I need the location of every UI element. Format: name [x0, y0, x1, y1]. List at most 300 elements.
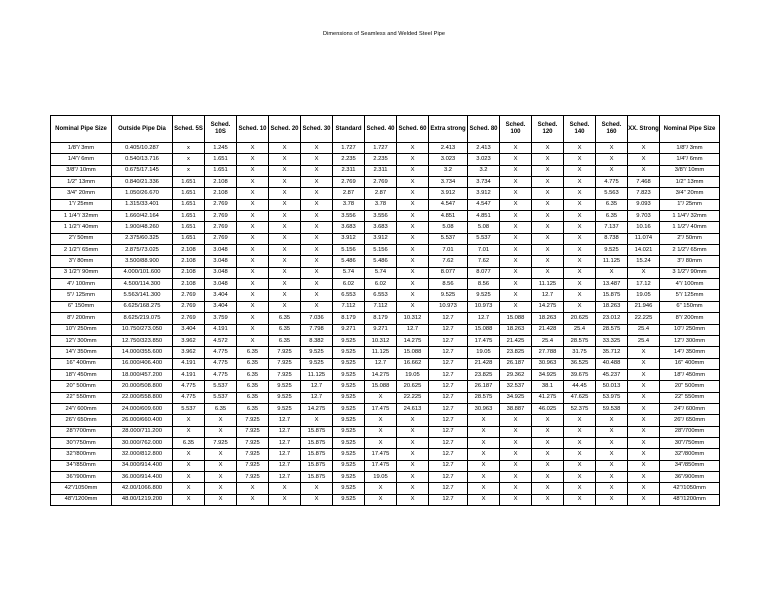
table-cell: 19.05: [468, 347, 500, 358]
table-cell: 36.525: [564, 358, 596, 369]
table-cell: X: [237, 177, 269, 188]
table-cell: 1 1/2"/ 40mm: [660, 222, 720, 233]
table-cell: 10"/ 250mm: [51, 324, 112, 335]
table-cell: X: [237, 290, 269, 301]
table-cell: 21.428: [532, 324, 564, 335]
table-cell: 7.925: [269, 369, 301, 380]
table-cell: X: [532, 143, 564, 154]
table-cell: 15.088: [500, 313, 532, 324]
table-cell: 3.683: [365, 222, 397, 233]
table-cell: 17.475: [365, 403, 397, 414]
table-cell: 3.500/88.900: [112, 256, 173, 267]
table-cell: X: [365, 437, 397, 448]
table-cell: X: [628, 449, 660, 460]
table-cell: X: [269, 188, 301, 199]
table-cell: 10.750/273.050: [112, 324, 173, 335]
table-cell: X: [628, 358, 660, 369]
table-cell: X: [628, 403, 660, 414]
table-cell: 14.275: [301, 403, 333, 414]
table-cell: 3.734: [429, 177, 468, 188]
table-cell: X: [269, 279, 301, 290]
table-cell: 3.048: [205, 267, 237, 278]
table-cell: X: [205, 460, 237, 471]
table-cell: X: [532, 267, 564, 278]
table-cell: 28.575: [564, 335, 596, 346]
table-cell: 24.613: [397, 403, 429, 414]
table-cell: X: [564, 290, 596, 301]
table-cell: 3.404: [205, 290, 237, 301]
table-cell: 46.025: [532, 403, 564, 414]
table-cell: X: [564, 494, 596, 505]
table-cell: X: [532, 426, 564, 437]
table-cell: X: [628, 267, 660, 278]
table-cell: 2.769: [205, 211, 237, 222]
table-cell: X: [596, 471, 628, 482]
table-cell: 34.925: [500, 392, 532, 403]
table-cell: 22.225: [397, 392, 429, 403]
table-cell: 6.02: [333, 279, 365, 290]
table-body: [51, 143, 720, 506]
table-cell: 1"/ 25mm: [660, 199, 720, 210]
table-cell: X: [500, 211, 532, 222]
table-cell: X: [564, 301, 596, 312]
table-cell: 0.405/10.287: [112, 143, 173, 154]
table-cell: X: [500, 460, 532, 471]
table-cell: 50.013: [596, 381, 628, 392]
table-cell: X: [301, 211, 333, 222]
table-cell: 9.525: [333, 471, 365, 482]
table-cell: 15.875: [301, 449, 333, 460]
table-cell: X: [237, 143, 269, 154]
table-cell: X: [397, 301, 429, 312]
column-header: Sched. 30: [301, 116, 333, 143]
table-cell: 45.237: [596, 369, 628, 380]
table-cell: X: [500, 245, 532, 256]
table-cell: 2.769: [333, 177, 365, 188]
table-cell: X: [301, 143, 333, 154]
table-cell: 9.271: [365, 324, 397, 335]
table-cell: X: [500, 426, 532, 437]
table-cell: 6.35: [237, 358, 269, 369]
table-cell: X: [500, 301, 532, 312]
table-cell: 12.7: [269, 449, 301, 460]
table-cell: X: [532, 449, 564, 460]
table-cell: X: [269, 199, 301, 210]
table-cell: 3.962: [173, 335, 205, 346]
table-cell: X: [269, 301, 301, 312]
table-cell: X: [397, 290, 429, 301]
table-cell: 7.925: [269, 358, 301, 369]
table-cell: 17.12: [628, 279, 660, 290]
table-cell: 34.000/914.400: [112, 460, 173, 471]
table-cell: 2.108: [173, 279, 205, 290]
table-cell: X: [269, 177, 301, 188]
table-cell: 53.975: [596, 392, 628, 403]
table-cell: 3.048: [205, 279, 237, 290]
table-cell: 11.125: [532, 279, 564, 290]
table-cell: 12.7: [269, 415, 301, 426]
table-cell: X: [500, 471, 532, 482]
table-cell: 7.925: [237, 449, 269, 460]
table-cell: X: [564, 165, 596, 176]
table-cell: X: [564, 460, 596, 471]
table-cell: 8.738: [596, 233, 628, 244]
column-header: Sched. 10: [237, 116, 269, 143]
table-cell: 26.187: [500, 358, 532, 369]
table-cell: 7.01: [429, 245, 468, 256]
table-cell: 40.488: [596, 358, 628, 369]
table-row: [51, 211, 720, 222]
table-cell: X: [301, 267, 333, 278]
table-cell: 20" 500mm: [660, 381, 720, 392]
table-cell: 10.973: [468, 301, 500, 312]
table-cell: 3.962: [173, 347, 205, 358]
table-cell: 32"/800mm: [51, 449, 112, 460]
table-cell: 31.75: [564, 347, 596, 358]
table-cell: 6.02: [365, 279, 397, 290]
table-cell: X: [564, 233, 596, 244]
table-cell: 2.769: [365, 177, 397, 188]
table-cell: X: [532, 233, 564, 244]
table-cell: X: [301, 256, 333, 267]
table-cell: 4.191: [173, 369, 205, 380]
table-cell: X: [500, 437, 532, 448]
table-cell: 6.553: [365, 290, 397, 301]
table-cell: 5.537: [429, 233, 468, 244]
table-cell: X: [397, 494, 429, 505]
table-cell: 28.000/711.200: [112, 426, 173, 437]
table-cell: X: [628, 143, 660, 154]
table-cell: 11.125: [596, 256, 628, 267]
table-cell: 9.093: [628, 199, 660, 210]
table-cell: X: [301, 165, 333, 176]
table-cell: x: [173, 143, 205, 154]
table-cell: 17.475: [365, 460, 397, 471]
table-cell: X: [500, 483, 532, 494]
table-cell: 7.798: [301, 324, 333, 335]
table-cell: 9.525: [301, 347, 333, 358]
column-header: Sched. 40: [365, 116, 397, 143]
table-cell: 1.660/42.164: [112, 211, 173, 222]
table-cell: 16.000/406.400: [112, 358, 173, 369]
table-row: [51, 347, 720, 358]
table-cell: 32.537: [500, 381, 532, 392]
table-cell: 6.625/168.275: [112, 301, 173, 312]
table-cell: 23.825: [468, 369, 500, 380]
table-cell: 3.556: [333, 211, 365, 222]
table-cell: 5.486: [365, 256, 397, 267]
table-cell: X: [397, 154, 429, 165]
table-cell: 10.312: [365, 335, 397, 346]
table-cell: X: [564, 211, 596, 222]
column-header: Sched. 120: [532, 116, 564, 143]
table-cell: X: [596, 460, 628, 471]
table-cell: 1.727: [365, 143, 397, 154]
table-cell: 2.235: [333, 154, 365, 165]
table-cell: X: [564, 449, 596, 460]
table-cell: 24"/ 600mm: [51, 403, 112, 414]
table-cell: X: [596, 415, 628, 426]
table-cell: 17.475: [468, 335, 500, 346]
table-cell: 12.7: [269, 437, 301, 448]
table-cell: X: [237, 245, 269, 256]
table-cell: 23.012: [596, 313, 628, 324]
table-cell: 20.625: [397, 381, 429, 392]
table-cell: 9.525: [269, 381, 301, 392]
table-cell: 20.625: [564, 313, 596, 324]
table-cell: X: [500, 154, 532, 165]
column-header: Sched. 10S: [205, 116, 237, 143]
table-cell: 36"/900mm: [660, 471, 720, 482]
table-cell: 7.468: [628, 177, 660, 188]
table-row: [51, 324, 720, 335]
table-cell: 3.912: [333, 233, 365, 244]
table-cell: X: [500, 494, 532, 505]
table-cell: X: [269, 483, 301, 494]
table-cell: 25.4: [628, 324, 660, 335]
table-cell: 2.375/60.325: [112, 233, 173, 244]
table-cell: X: [596, 165, 628, 176]
table-row: [51, 335, 720, 346]
table-cell: 2.311: [333, 165, 365, 176]
table-cell: X: [596, 154, 628, 165]
table-cell: X: [397, 279, 429, 290]
table-cell: 12.7: [429, 449, 468, 460]
table-cell: 14.275: [532, 301, 564, 312]
table-cell: 1 1/2"/ 40mm: [51, 222, 112, 233]
table-cell: 0.675/17.145: [112, 165, 173, 176]
table-cell: 0.540/13.716: [112, 154, 173, 165]
table-cell: 3.2: [429, 165, 468, 176]
table-cell: 20.000/508.800: [112, 381, 173, 392]
table-cell: 12.7: [429, 392, 468, 403]
table-cell: X: [468, 494, 500, 505]
table-cell: X: [596, 483, 628, 494]
table-cell: 3/4" 20mm: [51, 188, 112, 199]
table-cell: X: [532, 483, 564, 494]
table-cell: X: [500, 415, 532, 426]
table-cell: 18.000/457.200: [112, 369, 173, 380]
table-cell: X: [301, 301, 333, 312]
table-cell: 12.7: [429, 347, 468, 358]
table-cell: 15.875: [596, 290, 628, 301]
table-cell: 8.077: [429, 267, 468, 278]
table-cell: 48"/1200mm: [660, 494, 720, 505]
table-cell: 4.775: [596, 177, 628, 188]
table-cell: 4.775: [173, 381, 205, 392]
table-cell: X: [237, 154, 269, 165]
table-cell: 28.575: [468, 392, 500, 403]
table-cell: 12.7: [532, 290, 564, 301]
table-row: [51, 449, 720, 460]
table-cell: 36.000/914.400: [112, 471, 173, 482]
table-cell: 7.137: [596, 222, 628, 233]
table-cell: 15.088: [468, 324, 500, 335]
table-cell: 27.788: [532, 347, 564, 358]
table-cell: X: [596, 449, 628, 460]
table-cell: 5.156: [365, 245, 397, 256]
table-cell: 3/8"/ 10mm: [660, 165, 720, 176]
table-cell: 4.000/101.600: [112, 267, 173, 278]
column-header: Extra strong: [429, 116, 468, 143]
table-row: [51, 301, 720, 312]
table-cell: 4.851: [468, 211, 500, 222]
table-cell: 1.050/26.670: [112, 188, 173, 199]
table-cell: X: [269, 494, 301, 505]
table-cell: 22" 550mm: [660, 392, 720, 403]
table-cell: X: [397, 460, 429, 471]
table-cell: X: [500, 143, 532, 154]
table-cell: X: [468, 483, 500, 494]
table-cell: 5"/ 125mm: [660, 290, 720, 301]
table-cell: 12.7: [429, 471, 468, 482]
table-cell: 4.547: [468, 199, 500, 210]
column-header: Sched. 160: [596, 116, 628, 143]
table-cell: 2.108: [173, 245, 205, 256]
table-cell: 2 1/2"/ 65mm: [660, 245, 720, 256]
table-cell: 21.428: [468, 358, 500, 369]
table-cell: X: [564, 222, 596, 233]
table-cell: X: [365, 494, 397, 505]
table-cell: X: [397, 256, 429, 267]
table-cell: 12.7: [301, 381, 333, 392]
table-cell: 38.1: [532, 381, 564, 392]
table-cell: 24.000/609.600: [112, 403, 173, 414]
table-row: [51, 381, 720, 392]
table-cell: 4"/ 100mm: [660, 279, 720, 290]
table-cell: X: [173, 449, 205, 460]
column-header: Outside Pipe Dia: [112, 116, 173, 143]
table-cell: 9.525: [333, 494, 365, 505]
table-cell: X: [397, 143, 429, 154]
table-cell: 1/8"/ 3mm: [660, 143, 720, 154]
table-cell: X: [365, 392, 397, 403]
table-cell: X: [237, 211, 269, 222]
table-cell: 32"/800mm: [660, 449, 720, 460]
table-row: [51, 177, 720, 188]
table-cell: 1.651: [173, 188, 205, 199]
table-cell: X: [205, 494, 237, 505]
column-header: Nominal Pipe Size: [51, 116, 112, 143]
table-cell: 2.769: [173, 301, 205, 312]
table-cell: 1.245: [205, 143, 237, 154]
table-cell: 1.651: [173, 199, 205, 210]
table-cell: X: [397, 437, 429, 448]
table-cell: 1.651: [173, 177, 205, 188]
table-cell: X: [564, 437, 596, 448]
table-cell: 7.925: [237, 426, 269, 437]
table-cell: X: [397, 267, 429, 278]
table-cell: 2"/ 50mm: [660, 233, 720, 244]
table-cell: 4.191: [205, 324, 237, 335]
table-cell: 6.553: [333, 290, 365, 301]
table-cell: 2.108: [173, 256, 205, 267]
table-cell: 22" 550mm: [51, 392, 112, 403]
table-cell: 25.4: [532, 335, 564, 346]
table-cell: 9.525: [333, 460, 365, 471]
table-cell: X: [237, 335, 269, 346]
table-cell: 12.7: [429, 437, 468, 448]
table-cell: X: [564, 415, 596, 426]
table-cell: X: [564, 483, 596, 494]
table-cell: 48.00/1219.200: [112, 494, 173, 505]
table-cell: X: [468, 437, 500, 448]
table-cell: 6.35: [269, 324, 301, 335]
column-header: Sched. 80: [468, 116, 500, 143]
table-cell: 0.840/21.336: [112, 177, 173, 188]
table-cell: X: [237, 483, 269, 494]
table-cell: 5.537: [468, 233, 500, 244]
table-cell: 30.963: [468, 403, 500, 414]
table-cell: x: [173, 154, 205, 165]
table-cell: X: [397, 177, 429, 188]
table-cell: X: [301, 177, 333, 188]
table-cell: 2.769: [205, 222, 237, 233]
table-cell: X: [397, 415, 429, 426]
table-cell: X: [237, 256, 269, 267]
table-cell: X: [173, 471, 205, 482]
table-cell: X: [397, 199, 429, 210]
table-cell: 3.2: [468, 165, 500, 176]
table-cell: 34"/850mm: [51, 460, 112, 471]
table-cell: 1"/ 25mm: [51, 199, 112, 210]
table-cell: 12.7: [429, 415, 468, 426]
table-cell: 16.662: [397, 358, 429, 369]
table-row: [51, 471, 720, 482]
table-cell: 9.525: [333, 358, 365, 369]
column-header: Standard: [333, 116, 365, 143]
table-cell: 5.563: [596, 188, 628, 199]
table-row: [51, 483, 720, 494]
table-cell: 4.775: [205, 358, 237, 369]
table-cell: X: [532, 245, 564, 256]
table-cell: X: [532, 165, 564, 176]
table-cell: 39.675: [564, 369, 596, 380]
table-cell: 7.62: [468, 256, 500, 267]
table-cell: X: [237, 494, 269, 505]
table-cell: 2.769: [173, 290, 205, 301]
table-cell: X: [628, 381, 660, 392]
table-cell: 8.56: [468, 279, 500, 290]
table-cell: 7.925: [237, 471, 269, 482]
table-cell: X: [237, 188, 269, 199]
column-header: XX. Strong: [628, 116, 660, 143]
table-cell: X: [269, 267, 301, 278]
table-cell: 28"/700mm: [51, 426, 112, 437]
table-cell: 1.727: [333, 143, 365, 154]
table-cell: X: [301, 279, 333, 290]
table-cell: 15.875: [301, 426, 333, 437]
table-cell: X: [532, 222, 564, 233]
table-cell: 2.108: [173, 267, 205, 278]
table-cell: X: [468, 449, 500, 460]
table-cell: X: [532, 211, 564, 222]
table-cell: 2.108: [205, 177, 237, 188]
table-cell: X: [397, 483, 429, 494]
table-cell: X: [237, 324, 269, 335]
table-cell: X: [173, 494, 205, 505]
table-cell: X: [628, 460, 660, 471]
table-cell: 12.7: [429, 426, 468, 437]
table-cell: X: [301, 483, 333, 494]
table-row: [51, 392, 720, 403]
table-row: [51, 290, 720, 301]
table-cell: X: [205, 483, 237, 494]
table-cell: 34"/850mm: [660, 460, 720, 471]
table-cell: X: [173, 426, 205, 437]
pipe-dimensions-table: [50, 115, 720, 506]
table-cell: 14.021: [628, 245, 660, 256]
